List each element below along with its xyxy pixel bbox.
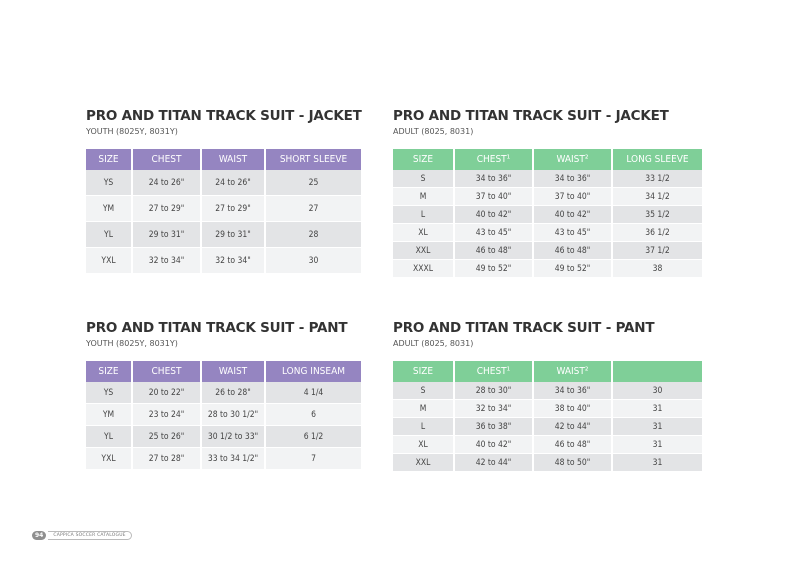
adult-pant-subtitle: ADULT (8025, 8031)	[393, 339, 474, 348]
youth-pant-section	[86, 320, 363, 470]
column-header: LONG INSEAM	[266, 361, 361, 382]
youth-pant-title: PRO AND TITAN TRACK SUIT - PANT	[86, 320, 348, 336]
table-cell: 4 1/4	[266, 382, 361, 404]
page-footer	[32, 531, 132, 540]
youth-jacket-table	[84, 149, 363, 274]
table-cell: 36 1/2	[613, 224, 702, 242]
column-header: SIZE	[86, 149, 131, 170]
table-cell: 33 1/2	[613, 170, 702, 188]
column-header: WAIST	[202, 361, 264, 382]
table-row	[86, 404, 361, 426]
table-row	[393, 206, 702, 224]
table-row	[393, 224, 702, 242]
table-cell: 24 to 26"	[202, 170, 264, 196]
table-cell: M	[393, 400, 453, 418]
table-cell: 26 to 28"	[202, 382, 264, 404]
column-header: CHEST¹	[455, 361, 532, 382]
table-cell: 20 to 22"	[133, 382, 200, 404]
catalogue-label: CAPPICA SOCCER CATALOGUE	[48, 531, 131, 540]
table-cell: 40 to 42"	[455, 436, 532, 454]
table-cell: 28 to 30 1/2"	[202, 404, 264, 426]
table-cell: 31	[613, 400, 702, 418]
table-cell: 27 to 29"	[202, 196, 264, 222]
table-cell: L	[393, 418, 453, 436]
table-cell: XL	[393, 436, 453, 454]
table-cell: 38 to 40"	[534, 400, 611, 418]
table-cell: 31	[613, 436, 702, 454]
header-row	[393, 361, 702, 382]
table-row	[393, 436, 702, 454]
youth-jacket-title: PRO AND TITAN TRACK SUIT - JACKET	[86, 108, 362, 124]
table-cell: 42 to 44"	[455, 454, 532, 472]
column-header: SIZE	[393, 361, 453, 382]
table-row	[393, 454, 702, 472]
table-cell: XXL	[393, 454, 453, 472]
adult-jacket-subtitle: ADULT (8025, 8031)	[393, 127, 474, 136]
table-cell: 46 to 48"	[534, 242, 611, 260]
table-cell: S	[393, 170, 453, 188]
table-row	[393, 170, 702, 188]
header-row	[86, 149, 361, 170]
table-cell: 30	[613, 382, 702, 400]
table-row	[393, 382, 702, 400]
table-cell: 35 1/2	[613, 206, 702, 224]
column-header: WAIST²	[534, 149, 611, 170]
table-cell: 36 to 38"	[455, 418, 532, 436]
adult-pant-title: PRO AND TITAN TRACK SUIT - PANT	[393, 320, 655, 336]
table-cell: 23 to 24"	[133, 404, 200, 426]
table-row	[393, 260, 702, 278]
table-cell: 27 to 29"	[133, 196, 200, 222]
adult-pant-section	[393, 320, 704, 472]
table-cell: 37 1/2	[613, 242, 702, 260]
table-cell: 30	[266, 248, 361, 274]
table-cell: 29 to 31"	[202, 222, 264, 248]
table-cell: 27	[266, 196, 361, 222]
column-header: SIZE	[393, 149, 453, 170]
table-cell: YS	[86, 382, 131, 404]
table-row	[86, 448, 361, 470]
table-cell: 6 1/2	[266, 426, 361, 448]
table-cell: 24 to 26"	[133, 170, 200, 196]
table-cell: 49 to 52"	[455, 260, 532, 278]
table-cell: 27 to 28"	[133, 448, 200, 470]
header-row	[86, 361, 361, 382]
table-cell: 40 to 42"	[534, 206, 611, 224]
table-cell: 40 to 42"	[455, 206, 532, 224]
table-cell: YL	[86, 222, 131, 248]
table-cell: 34 to 36"	[455, 170, 532, 188]
table-cell: 32 to 34"	[133, 248, 200, 274]
table-cell: 28	[266, 222, 361, 248]
column-header: CHEST	[133, 149, 200, 170]
column-header: SHORT SLEEVE	[266, 149, 361, 170]
table-row	[86, 248, 361, 274]
table-cell: 32 to 34"	[202, 248, 264, 274]
table-cell: YS	[86, 170, 131, 196]
table-cell: S	[393, 382, 453, 400]
table-row	[393, 188, 702, 206]
column-header	[613, 361, 702, 382]
table-cell: 25 to 26"	[133, 426, 200, 448]
table-cell: 43 to 45"	[534, 224, 611, 242]
column-header: WAIST²	[534, 361, 611, 382]
table-cell: 6	[266, 404, 361, 426]
table-row	[86, 382, 361, 404]
youth-jacket-section	[86, 108, 363, 274]
adult-jacket-section	[393, 108, 704, 278]
column-header: LONG SLEEVE	[613, 149, 702, 170]
table-row	[393, 418, 702, 436]
table-row	[86, 196, 361, 222]
table-cell: 28 to 30"	[455, 382, 532, 400]
table-cell: 37 to 40"	[455, 188, 532, 206]
table-cell: 49 to 52"	[534, 260, 611, 278]
table-cell: 7	[266, 448, 361, 470]
table-cell: 29 to 31"	[133, 222, 200, 248]
column-header: SIZE	[86, 361, 131, 382]
table-cell: YM	[86, 404, 131, 426]
table-cell: 43 to 45"	[455, 224, 532, 242]
table-cell: 31	[613, 454, 702, 472]
table-row	[86, 170, 361, 196]
table-cell: L	[393, 206, 453, 224]
table-cell: 34 1/2	[613, 188, 702, 206]
table-cell: XXXL	[393, 260, 453, 278]
table-cell: 34 to 36"	[534, 170, 611, 188]
column-header: WAIST	[202, 149, 264, 170]
table-row	[393, 400, 702, 418]
header-row	[393, 149, 702, 170]
youth-pant-subtitle: YOUTH (8025Y, 8031Y)	[86, 339, 178, 348]
youth-pant-table	[84, 361, 363, 470]
table-cell: 37 to 40"	[534, 188, 611, 206]
adult-pant-table	[391, 361, 704, 472]
adult-jacket-table	[391, 149, 704, 278]
table-cell: YXL	[86, 448, 131, 470]
table-cell: 34 to 36"	[534, 382, 611, 400]
table-row	[86, 222, 361, 248]
table-cell: 32 to 34"	[455, 400, 532, 418]
table-cell: 46 to 48"	[534, 436, 611, 454]
table-cell: 33 to 34 1/2"	[202, 448, 264, 470]
table-cell: 48 to 50"	[534, 454, 611, 472]
table-cell: 25	[266, 170, 361, 196]
table-cell: 30 1/2 to 33"	[202, 426, 264, 448]
table-cell: 42 to 44"	[534, 418, 611, 436]
table-row	[86, 426, 361, 448]
table-cell: 31	[613, 418, 702, 436]
table-cell: YL	[86, 426, 131, 448]
table-cell: XL	[393, 224, 453, 242]
table-cell: M	[393, 188, 453, 206]
table-cell: YXL	[86, 248, 131, 274]
youth-jacket-subtitle: YOUTH (8025Y, 8031Y)	[86, 127, 178, 136]
column-header: CHEST¹	[455, 149, 532, 170]
table-cell: YM	[86, 196, 131, 222]
column-header: CHEST	[133, 361, 200, 382]
table-cell: XXL	[393, 242, 453, 260]
page-number: 94	[32, 531, 46, 540]
table-cell: 46 to 48"	[455, 242, 532, 260]
table-cell: 38	[613, 260, 702, 278]
adult-jacket-title: PRO AND TITAN TRACK SUIT - JACKET	[393, 108, 669, 124]
table-row	[393, 242, 702, 260]
